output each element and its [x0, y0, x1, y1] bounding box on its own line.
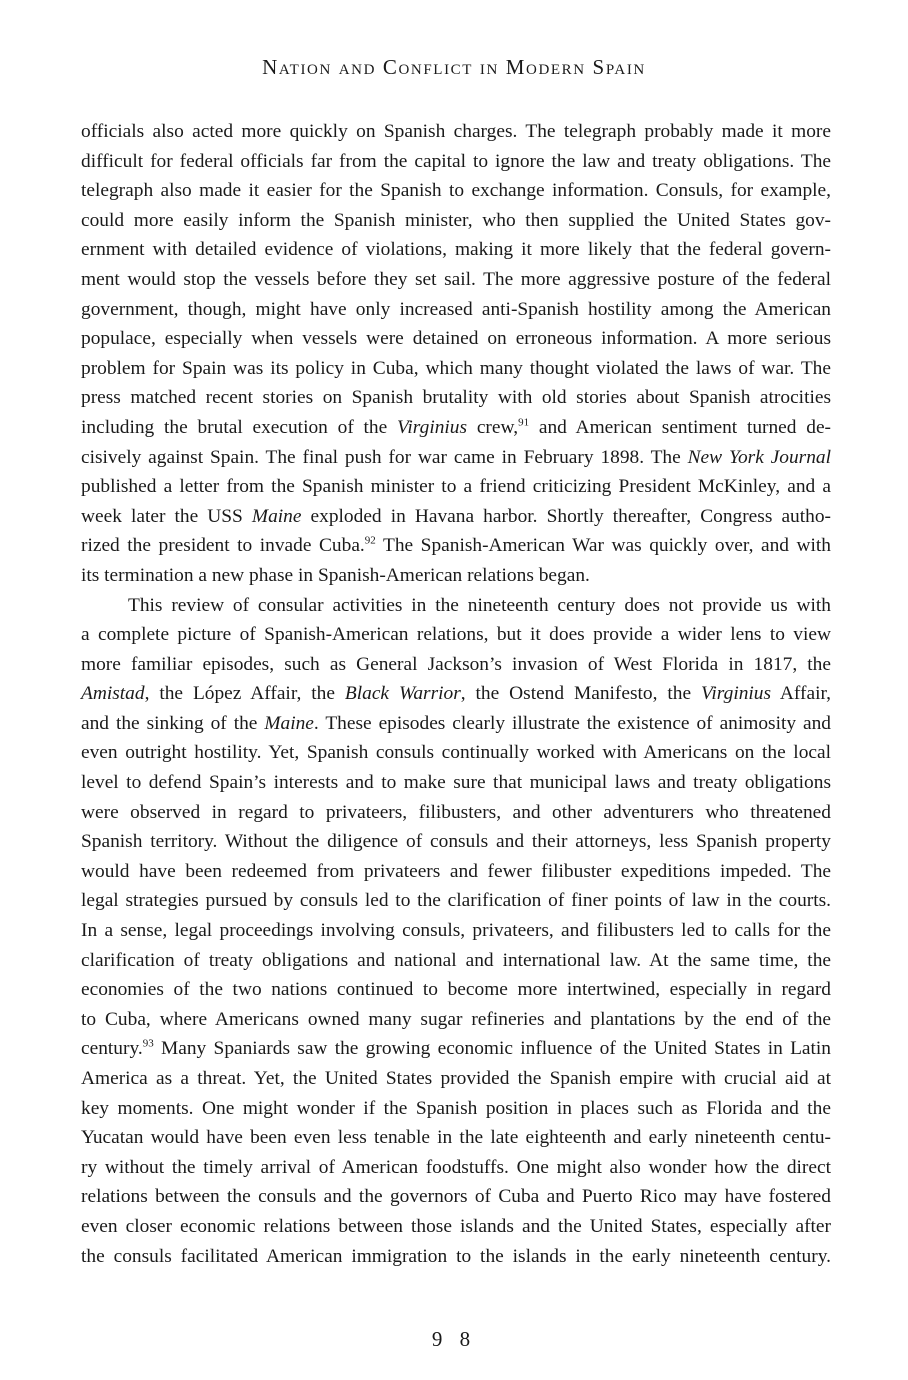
text-line: press matched recent stories on Spanish brutality with old stories about Spanish atrocities	[81, 387, 831, 409]
body-text	[81, 117, 831, 1271]
text-line: week later the USS Maine exploded in Havana harbor. Shortly thereafter, Congress autho-	[81, 505, 831, 527]
text-line: clarification of treaty obligations and national and international law. At the same time, the	[81, 949, 831, 971]
text-line: This review of consular activities in the nineteenth century does not provide us with	[128, 594, 831, 616]
text-line: problem for Spain was its policy in Cuba, which many thought violated the laws of war. The	[81, 357, 831, 379]
running-head: Nation and Conflict in Modern Spain	[262, 55, 646, 79]
text-line: the consuls facilitated American immigration to the islands in the early nineteenth century.	[81, 1245, 831, 1267]
ship-name-italic: Black Warrior	[344, 683, 461, 705]
text-line: including the brutal execution of the Virginius crew,$^{91}$ and American sentiment turned de-	[81, 416, 832, 438]
text-line: America as a threat. Yet, the United States provided the Spanish empire with crucial aid at	[81, 1068, 831, 1089]
text-line: would have been redeemed from privateers and fewer filibuster expeditions impeded. The	[81, 860, 831, 882]
text-line: Spanish territory. Without the diligence of consuls and their attorneys, less Spanish property	[81, 831, 831, 853]
text-line: legal strategies pursued by consuls led to the clarification of finer points of law in the courts.	[81, 890, 831, 912]
text-line: to Cuba, where Americans owned many sugar refineries and plantations by the end of the	[81, 1008, 831, 1030]
text-line: officials also acted more quickly on Spanish charges. The telegraph probably made it more	[81, 121, 831, 142]
ship-name-italic: Virginius	[701, 683, 772, 705]
newspaper-name-italic: New York Journal	[687, 446, 831, 468]
text-line: ernment with detailed evidence of violations, making it more likely that the federal govern-	[81, 239, 831, 261]
text-line: Amistad, the López Affair, the Black Warrior, the Ostend Manifesto, the Virginius Affair,	[81, 683, 831, 705]
text-line: level to defend Spain’s interests and to make sure that municipal laws and treaty obligations	[81, 772, 831, 794]
text-line: relations between the consuls and the governors of Cuba and Puerto Rico may have fostered	[81, 1186, 831, 1208]
text-line: more familiar episodes, such as General Jackson’s invasion of West Florida in 1817, the	[81, 653, 831, 675]
footnote-ref: 91	[518, 416, 530, 429]
text-line: Yucatan would have been even less tenable in the late eighteenth and early nineteenth centu-	[81, 1127, 831, 1149]
text-line: century.$^{93}$ Many Spaniards saw the growing economic influence of the United States in Latin	[81, 1037, 831, 1060]
ship-name-italic: Maine	[264, 712, 314, 734]
text-line: key moments. One might wonder if the Spanish position in places such as Florida and the	[81, 1097, 831, 1119]
text-line: published a letter from the Spanish minister to a friend criticizing President McKinley, and a	[81, 476, 831, 498]
text-line: cisively against Spain. The final push for war came in February 1898. The New York Journal	[81, 446, 831, 468]
text-line: rized the president to invade Cuba.$^{92}$ The Spanish-American War was quickly over, and with	[81, 534, 831, 557]
text-line: even outright hostility. Yet, Spanish consuls continually worked with Americans on the local	[81, 742, 831, 764]
text-line: could more easily inform the Spanish minister, who then supplied the United States gov-	[81, 209, 831, 231]
paragraph-2	[81, 591, 831, 1272]
text-line: In a sense, legal proceedings involving consuls, privateers, and filibusters led to calls for the	[81, 920, 831, 942]
paragraph-1	[81, 117, 831, 591]
page-number: 9 8	[431, 1327, 477, 1351]
text-line: ry without the timely arrival of American foodstuffs. One might also wonder how the direct	[81, 1156, 831, 1178]
text-line: and the sinking of the Maine. These episodes clearly illustrate the existence of animosity and	[81, 712, 831, 734]
ship-name-italic: Amistad	[81, 683, 145, 705]
text-line: were observed in regard to privateers, filibusters, and other adventurers who threatened	[81, 801, 831, 823]
text-line: telegraph also made it easier for the Spanish to exchange information. Consuls, for example,	[81, 180, 831, 202]
text-line: ment would stop the vessels before they set sail. The more aggressive posture of the federal	[81, 268, 831, 290]
text-line: government, though, might have only increased anti-Spanish hostility among the American	[81, 298, 831, 320]
ship-name-italic: Virginius	[397, 416, 468, 438]
text-line: difficult for federal officials far from the capital to ignore the law and treaty obligations. The	[81, 150, 831, 172]
footnote-ref: 92	[364, 534, 376, 547]
text-line: populace, especially when vessels were detained on erroneous information. A more serious	[81, 328, 831, 350]
text-line: a complete picture of Spanish-American relations, but it does provide a wider lens to view	[81, 624, 831, 646]
text-line: economies of the two nations continued to become more intertwined, especially in regard	[81, 979, 831, 1001]
text-line: its termination a new phase in Spanish-American relations began.	[81, 564, 590, 586]
ship-name-italic: Maine	[251, 505, 302, 527]
footnote-ref: 93	[142, 1037, 154, 1050]
text-line: even closer economic relations between those islands and the United States, especially after	[81, 1215, 831, 1237]
